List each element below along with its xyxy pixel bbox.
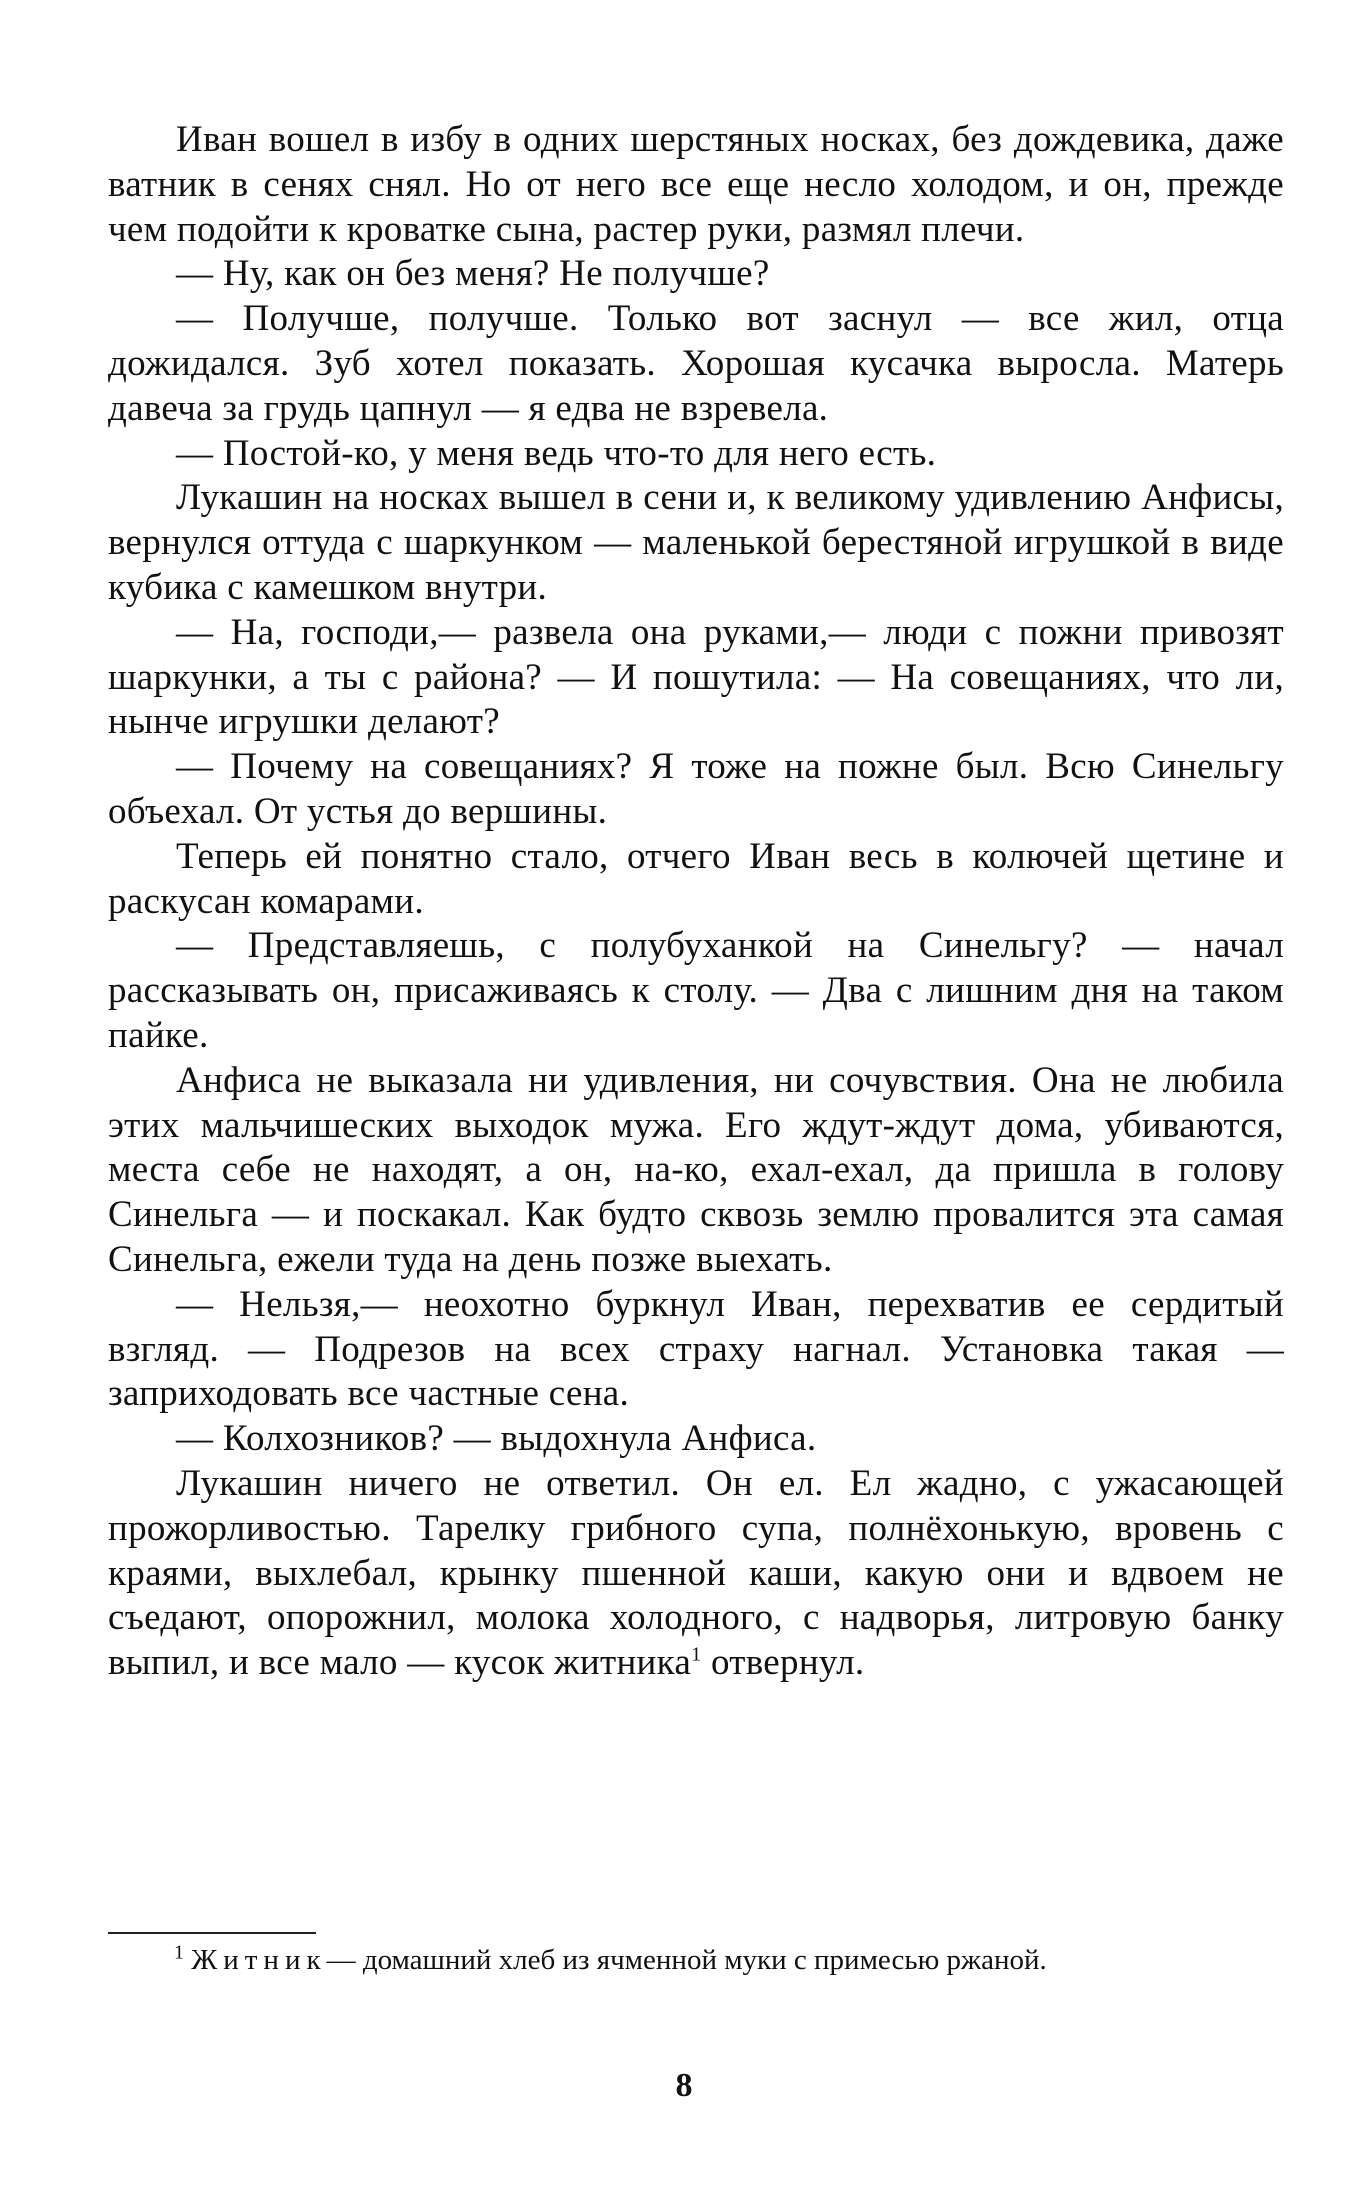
- paragraph: — На, господи,— развела она руками,— люди с пожни привозят шаркунки, а ты с района? — И пошутила: — На совещаниях, что ли, нынче игрушки делают?: [108, 611, 1284, 743]
- footnote-reference: 1: [691, 1643, 702, 1666]
- paragraph: — Колхозников? — выдохнула Анфиса.: [176, 1418, 817, 1460]
- paragraph: — Нельзя,— неохотно буркнул Иван, перехватив ее сердитый взгляд. — Подрезов на всех страху нагнал. Установка такая — заприходовать все частные сена.: [108, 1283, 1284, 1415]
- paragraph-last: [108, 1462, 1284, 1686]
- paragraph: — Представляешь, с полубуханкой на Синельгу? — начал рассказывать он, присаживаясь к столу. — Два с лишним дня на таком пайке.: [108, 925, 1284, 1056]
- footnote-marker: 1: [174, 1941, 184, 1964]
- footnote: [108, 1940, 1284, 1980]
- paragraph: — Ну, как он без меня? Не получше?: [176, 253, 770, 295]
- footnote-separator: [108, 1932, 316, 1934]
- paragraph: Анфиса не выказала ни удивления, ни сочувствия. Она не любила этих мальчишеских выходок мужа. Его ждут-ждут дома, убиваются, места себе не находят, а он, на-ко, ехал-ехал, да пришла в голову Синельга — и поскакал. Как будто сквозь землю провалится эта самая Синельга, ежели туда на день позже выехать.: [108, 1059, 1284, 1280]
- paragraph-last-tail: отвернул.: [701, 1642, 865, 1684]
- paragraph: — Постой-ко, у меня ведь что-то для него есть.: [176, 432, 937, 474]
- paragraph-last-text: Лукашин ничего не ответил. Он ел. Ел жадно, с ужасающей прожорливостью. Тарелку грибного супа, полнёхонькую, вровень с краями, выхлебал, крынку пшенной каши, какую они и вдвоем не съедают, опорожнил, молока холодного, с надворья, литровую банку выпил, и все мало — кусок житника: [108, 1462, 1284, 1684]
- paragraph: — Почему на совещаниях? Я тоже на пожне был. Всю Синельгу объехал. От устья до вершины.: [108, 746, 1284, 832]
- paragraph: Иван вошел в избу в одних шерстяных носках, без дождевика, даже ватник в сенях снял. Но от него все еще несло холодом, и он, прежде чем подойти к кроватке сына, растер руки, размял плечи.: [108, 119, 1284, 250]
- main-text: [108, 118, 1284, 1686]
- footnote-term: Житник: [191, 1944, 327, 1976]
- footnote-definition: — домашний хлеб из ячменной муки с примесью ржаной.: [326, 1944, 1047, 1976]
- paragraph: Лукашин на носках вышел в сени и, к великому удивлению Анфисы, вернулся оттуда с шаркунком — маленькой берестяной игрушкой в виде кубика с камешком внутри.: [108, 477, 1284, 608]
- paragraph: Теперь ей понятно стало, отчего Иван весь в колючей щетине и раскусан комарами.: [108, 835, 1284, 922]
- page-number: 8: [675, 2067, 693, 2104]
- paragraph: — Получше, получше. Только вот заснул — все жил, отца дожидался. Зуб хотел показать. Хорошая кусачка выросла. Матерь давеча за грудь цапнул — я едва не взревела.: [108, 298, 1284, 429]
